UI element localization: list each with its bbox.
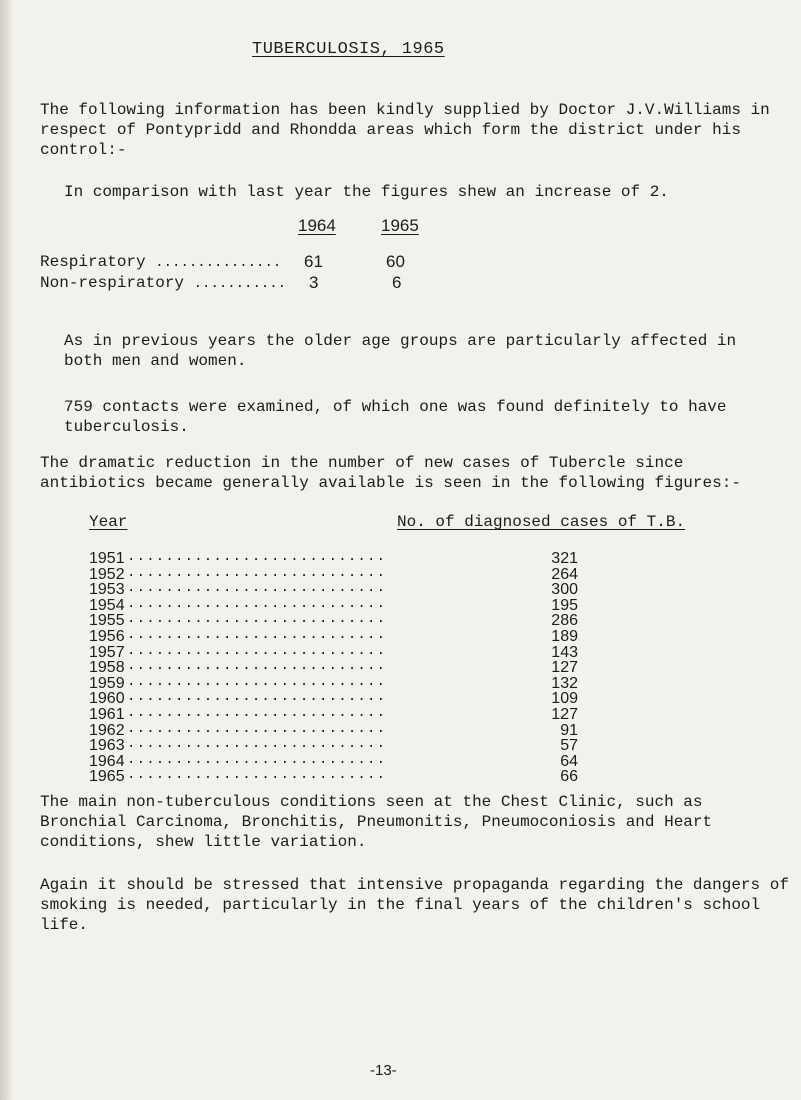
table-row-year: 1954 (89, 597, 125, 614)
table-row-cases: 127 (551, 659, 578, 676)
table-row-year: 1965 (89, 768, 125, 785)
comparison-row (40, 252, 281, 273)
comparison-row-1965-value: 60 (386, 252, 405, 271)
table-row-cases: 132 (551, 675, 578, 692)
comparison-row-label: Non-respiratory (40, 274, 185, 292)
table-row-leader-dots: ........................... (127, 705, 387, 721)
contacts-paragraph (64, 377, 774, 437)
table-row-year: 1964 (89, 753, 125, 770)
comparison-row-label: Respiratory (40, 253, 146, 271)
table-row-leader-dots: ........................... (127, 674, 387, 690)
cases-column-header: No. of diagnosed cases of T.B. (397, 513, 686, 531)
table-row-leader-dots: ........................... (127, 627, 387, 643)
smoking-text: Again it should be stressed that intensive propaganda regarding the dangers of smoking is needed, particularly in the final years of the children's school life. (40, 876, 789, 934)
table-row-cases: 64 (560, 753, 578, 770)
comparison-row-dots: ............... (155, 255, 282, 271)
table-row-year: 1963 (89, 737, 125, 754)
table-row-cases: 264 (551, 566, 578, 583)
table-row-year: 1960 (89, 690, 125, 707)
page-number: -13- (370, 1062, 397, 1079)
age-groups-text: As in previous years the older age groups are particularly affected in both men and women. (64, 332, 737, 370)
table-row-leader-dots: ........................... (127, 721, 387, 737)
table-row-year: 1956 (89, 628, 125, 645)
smoking-paragraph (40, 855, 790, 935)
age-groups-paragraph (64, 311, 764, 371)
table-row-leader-dots: ........................... (127, 611, 387, 627)
table-row-year: 1958 (89, 659, 125, 676)
table-row-leader-dots: ........................... (127, 643, 387, 659)
table-row-year: 1959 (89, 675, 125, 692)
table-row-cases: 143 (551, 644, 578, 661)
reduction-text: The dramatic reduction in the number of new cases of Tubercle since antibiotics became generally available is seen in the following figures:- (40, 454, 741, 492)
table-row-leader-dots: ........................... (127, 736, 387, 752)
comparison-col-1964: 1964 (298, 216, 336, 235)
comparison-row-1965-value: 6 (392, 273, 402, 292)
comparison-row-1964-value: 3 (309, 273, 319, 292)
comparison-row-1964-value: 61 (304, 252, 323, 271)
table-row-leader-dots: ........................... (127, 565, 387, 581)
table-row-year: 1957 (89, 644, 125, 661)
table-row-leader-dots: ........................... (127, 580, 387, 596)
comparison-paragraph: In comparison with last year the figures shew an increase of 2. (64, 183, 669, 201)
page-title: TUBERCULOSIS, 1965 (252, 40, 445, 59)
non-tb-paragraph (40, 772, 790, 852)
table-row-year: 1951 (89, 550, 125, 567)
table-row-leader-dots: ........................... (127, 658, 387, 674)
table-row-leader-dots: ........................... (127, 752, 387, 768)
table-row-cases: 286 (551, 612, 578, 629)
reduction-paragraph (40, 433, 790, 493)
table-row-cases: 109 (551, 690, 578, 707)
comparison-col-1965: 1965 (381, 216, 419, 235)
year-column-header: Year (89, 513, 128, 531)
table-row-cases: 195 (551, 597, 578, 614)
comparison-row (40, 273, 286, 294)
contacts-text: 759 contacts were examined, of which one was found definitely to have tuberculosis. (64, 398, 727, 436)
table-row-cases: 300 (551, 581, 578, 598)
comparison-row-dots: ........... (193, 276, 287, 292)
table-row-year: 1955 (89, 612, 125, 629)
table-row-year: 1961 (89, 706, 125, 723)
table-row-cases: 127 (551, 706, 578, 723)
table-row-leader-dots: ........................... (127, 549, 387, 565)
intro-paragraph: The following information has been kindly supplied by Doctor J.V.Williams in respect of Pontypridd and Rhondda areas which form the district under his control:- (40, 101, 770, 159)
table-row-leader-dots: ........................... (127, 596, 387, 612)
table-row-year: 1953 (89, 581, 125, 598)
scan-edge-shadow (0, 0, 14, 1100)
non-tb-text: The main non-tuberculous conditions seen at the Chest Clinic, such as Bronchial Carcinoma, Bronchitis, Pneumonitis, Pneumoconiosis and Heart conditions, shew little variation. (40, 793, 713, 851)
table-row-year: 1962 (89, 722, 125, 739)
table-row-leader-dots: ........................... (127, 689, 387, 705)
table-row-cases: 321 (551, 550, 578, 567)
table-row-cases: 91 (560, 722, 578, 739)
table-row-cases: 57 (560, 737, 578, 754)
table-row-cases: 66 (560, 768, 578, 785)
table-row-cases: 189 (551, 628, 578, 645)
table-row-year: 1952 (89, 566, 125, 583)
table-row-leader-dots: ........................... (127, 767, 387, 783)
